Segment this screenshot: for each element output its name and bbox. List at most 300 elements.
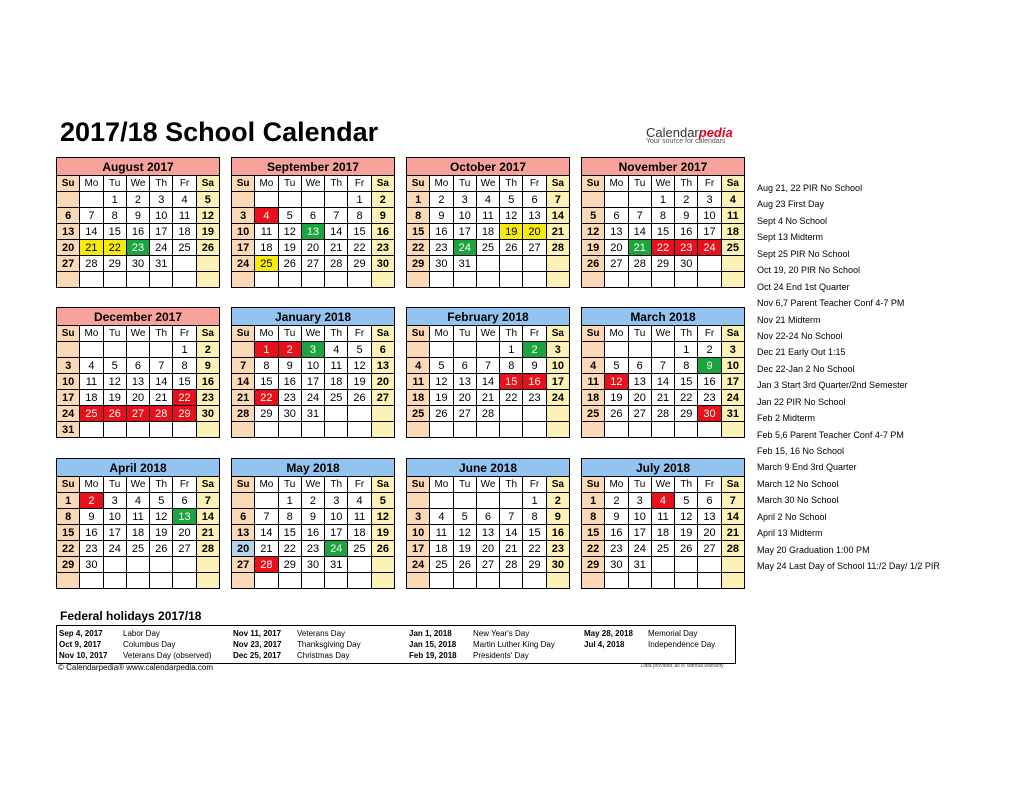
day-cell: 24 xyxy=(325,541,348,557)
day-cell: 4 xyxy=(80,358,103,374)
empty-day-cell xyxy=(278,192,301,208)
empty-day-cell xyxy=(407,272,430,288)
day-cell: 28 xyxy=(80,256,103,272)
day-cell: 19 xyxy=(430,390,453,406)
day-cell: 12 xyxy=(500,208,523,224)
day-cell: 17 xyxy=(407,541,430,557)
day-cell: 23 xyxy=(523,390,546,406)
empty-day-cell xyxy=(582,192,605,208)
day-cell: 8 xyxy=(582,509,605,525)
weekday-label: Sa xyxy=(196,477,219,493)
empty-day-cell xyxy=(103,342,126,358)
day-cell: 19 xyxy=(582,240,605,256)
empty-day-cell xyxy=(582,272,605,288)
day-cell: 8 xyxy=(675,358,698,374)
day-cell: 25 xyxy=(126,541,149,557)
day-cell: 30 xyxy=(675,256,698,272)
day-cell: 11 xyxy=(582,374,605,390)
day-cell: 7 xyxy=(476,358,499,374)
day-cell: 6 xyxy=(126,358,149,374)
event-item: Feb 5,6 Parent Teacher Conf 4-7 PM xyxy=(757,429,904,440)
day-cell: 3 xyxy=(721,342,744,358)
day-cell: 23 xyxy=(430,240,453,256)
month-title: September 2017 xyxy=(232,158,395,176)
day-cell: 17 xyxy=(150,224,173,240)
day-cell: 3 xyxy=(628,493,651,509)
empty-day-cell xyxy=(453,342,476,358)
day-cell: 29 xyxy=(651,256,674,272)
holiday-name: Thanksgiving Day xyxy=(297,640,361,649)
day-cell: 8 xyxy=(255,358,278,374)
day-cell: 8 xyxy=(651,208,674,224)
weekday-label: We xyxy=(476,326,499,342)
day-cell: 26 xyxy=(675,541,698,557)
day-cell: 2 xyxy=(371,192,394,208)
day-cell: 25 xyxy=(476,240,499,256)
event-item: March 9 End 3rd Quarter xyxy=(757,462,857,473)
day-cell: 9 xyxy=(126,208,149,224)
empty-day-cell xyxy=(196,557,219,573)
day-cell: 9 xyxy=(698,358,721,374)
weekday-label: Tu xyxy=(453,326,476,342)
day-cell: 23 xyxy=(196,390,219,406)
holiday-date: Dec 25, 2017 xyxy=(233,651,282,660)
day-cell: 20 xyxy=(232,541,255,557)
day-cell: 26 xyxy=(196,240,219,256)
weekday-label: Su xyxy=(407,176,430,192)
day-cell: 22 xyxy=(675,390,698,406)
day-cell: 1 xyxy=(173,342,196,358)
weekday-label: Th xyxy=(150,326,173,342)
day-cell: 23 xyxy=(546,541,569,557)
weekday-label: Mo xyxy=(255,477,278,493)
weekday-label: Th xyxy=(500,176,523,192)
day-cell: 26 xyxy=(348,390,371,406)
holiday-row xyxy=(582,628,752,639)
day-cell: 15 xyxy=(173,374,196,390)
empty-day-cell xyxy=(546,406,569,422)
day-cell: 15 xyxy=(348,224,371,240)
day-cell: 3 xyxy=(103,493,126,509)
empty-day-cell xyxy=(255,573,278,589)
day-cell: 6 xyxy=(57,208,80,224)
month-calendar xyxy=(231,307,395,438)
federal-holidays-table xyxy=(56,625,736,664)
day-cell: 21 xyxy=(325,240,348,256)
day-cell: 27 xyxy=(698,541,721,557)
empty-day-cell xyxy=(698,256,721,272)
holiday-row xyxy=(407,650,577,661)
day-cell: 12 xyxy=(675,509,698,525)
day-cell: 13 xyxy=(476,525,499,541)
holiday-date: May 28, 2018 xyxy=(584,629,633,638)
day-cell: 20 xyxy=(523,224,546,240)
event-item: Sept 25 PIR No School xyxy=(757,248,850,259)
day-cell: 7 xyxy=(500,509,523,525)
empty-day-cell xyxy=(523,573,546,589)
day-cell: 6 xyxy=(453,358,476,374)
day-cell: 13 xyxy=(523,208,546,224)
empty-day-cell xyxy=(196,573,219,589)
day-cell: 27 xyxy=(301,256,324,272)
event-item: Dec 22-Jan 2 No School xyxy=(757,363,855,374)
empty-day-cell xyxy=(582,422,605,438)
weekday-label: Th xyxy=(500,477,523,493)
day-cell: 14 xyxy=(196,509,219,525)
holiday-row xyxy=(582,639,752,650)
day-cell: 21 xyxy=(476,390,499,406)
day-cell: 6 xyxy=(476,509,499,525)
weekday-label: Tu xyxy=(278,176,301,192)
weekday-label: Fr xyxy=(523,326,546,342)
day-cell: 10 xyxy=(407,525,430,541)
day-cell: 17 xyxy=(628,525,651,541)
empty-day-cell xyxy=(348,272,371,288)
empty-day-cell xyxy=(173,272,196,288)
day-cell: 2 xyxy=(196,342,219,358)
weekday-label: Th xyxy=(325,176,348,192)
day-cell: 21 xyxy=(150,390,173,406)
day-cell: 6 xyxy=(301,208,324,224)
day-cell: 9 xyxy=(675,208,698,224)
weekday-label: Th xyxy=(500,326,523,342)
day-cell: 23 xyxy=(698,390,721,406)
empty-day-cell xyxy=(301,573,324,589)
weekday-label: Sa xyxy=(546,477,569,493)
day-cell: 15 xyxy=(651,224,674,240)
weekday-label: Fr xyxy=(173,176,196,192)
day-cell: 2 xyxy=(80,493,103,509)
month-title: February 2018 xyxy=(407,308,570,326)
day-cell: 19 xyxy=(605,390,628,406)
day-cell: 26 xyxy=(453,557,476,573)
empty-day-cell xyxy=(348,406,371,422)
day-cell: 19 xyxy=(348,374,371,390)
empty-day-cell xyxy=(675,422,698,438)
event-item: Nov 21 Midterm xyxy=(757,314,821,325)
month-calendar xyxy=(56,157,220,288)
empty-day-cell xyxy=(628,573,651,589)
day-cell: 28 xyxy=(546,240,569,256)
day-cell: 14 xyxy=(476,374,499,390)
day-cell: 18 xyxy=(407,390,430,406)
day-cell: 13 xyxy=(453,374,476,390)
weekday-label: Sa xyxy=(371,326,394,342)
day-cell: 15 xyxy=(675,374,698,390)
empty-day-cell xyxy=(523,272,546,288)
weekday-label: Fr xyxy=(348,176,371,192)
day-cell: 31 xyxy=(721,406,744,422)
day-cell: 3 xyxy=(232,208,255,224)
empty-day-cell xyxy=(407,342,430,358)
day-cell: 25 xyxy=(325,390,348,406)
empty-day-cell xyxy=(721,573,744,589)
empty-day-cell xyxy=(126,342,149,358)
day-cell: 19 xyxy=(278,240,301,256)
day-cell: 21 xyxy=(721,525,744,541)
event-item: Oct 19, 20 PIR No School xyxy=(757,265,861,276)
empty-day-cell xyxy=(407,573,430,589)
day-cell: 9 xyxy=(605,509,628,525)
day-cell: 20 xyxy=(476,541,499,557)
month-calendar xyxy=(231,157,395,288)
empty-day-cell xyxy=(476,573,499,589)
empty-day-cell xyxy=(278,272,301,288)
empty-day-cell xyxy=(453,573,476,589)
day-cell: 5 xyxy=(605,358,628,374)
day-cell: 16 xyxy=(698,374,721,390)
day-cell: 15 xyxy=(407,224,430,240)
day-cell: 9 xyxy=(371,208,394,224)
day-cell: 19 xyxy=(453,541,476,557)
day-cell: 25 xyxy=(348,541,371,557)
weekday-label: Mo xyxy=(255,176,278,192)
holiday-date: Jul 4, 2018 xyxy=(584,640,625,649)
event-item: Feb 2 Midterm xyxy=(757,413,816,424)
day-cell: 12 xyxy=(371,509,394,525)
empty-day-cell xyxy=(232,493,255,509)
holiday-name: New Year's Day xyxy=(473,629,530,638)
weekday-label: We xyxy=(301,477,324,493)
event-item: March 30 No School xyxy=(757,495,839,506)
empty-day-cell xyxy=(126,272,149,288)
day-cell: 11 xyxy=(80,374,103,390)
weekday-label: Fr xyxy=(523,477,546,493)
empty-day-cell xyxy=(476,272,499,288)
day-cell: 28 xyxy=(196,541,219,557)
month-calendar xyxy=(406,458,570,589)
day-cell: 8 xyxy=(278,509,301,525)
event-item: Jan 22 PIR No School xyxy=(757,396,846,407)
empty-day-cell xyxy=(126,573,149,589)
day-cell: 7 xyxy=(721,493,744,509)
day-cell: 11 xyxy=(348,509,371,525)
month-calendar xyxy=(581,157,745,288)
holiday-date: Nov 23, 2017 xyxy=(233,640,282,649)
day-cell: 16 xyxy=(126,224,149,240)
weekday-label: Tu xyxy=(453,477,476,493)
day-cell: 6 xyxy=(523,192,546,208)
day-cell: 4 xyxy=(582,358,605,374)
day-cell: 2 xyxy=(301,493,324,509)
event-item: Nov 6,7 Parent Teacher Conf 4-7 PM xyxy=(757,298,905,309)
month-title: July 2018 xyxy=(582,459,745,477)
weekday-label: Th xyxy=(675,176,698,192)
holiday-name: Presidents' Day xyxy=(473,651,529,660)
weekday-label: We xyxy=(476,477,499,493)
day-cell: 2 xyxy=(698,342,721,358)
day-cell: 23 xyxy=(605,541,628,557)
day-cell: 1 xyxy=(57,493,80,509)
empty-day-cell xyxy=(232,573,255,589)
day-cell: 31 xyxy=(57,422,80,438)
month-title: March 2018 xyxy=(582,308,745,326)
weekday-label: Th xyxy=(150,176,173,192)
holiday-date: Nov 10, 2017 xyxy=(59,651,108,660)
holiday-date: Jan 1, 2018 xyxy=(409,629,452,638)
weekday-label: Th xyxy=(325,477,348,493)
day-cell: 11 xyxy=(430,525,453,541)
day-cell: 18 xyxy=(430,541,453,557)
empty-day-cell xyxy=(173,256,196,272)
day-cell: 6 xyxy=(628,358,651,374)
day-cell: 24 xyxy=(57,406,80,422)
day-cell: 16 xyxy=(523,374,546,390)
day-cell: 14 xyxy=(500,525,523,541)
day-cell: 21 xyxy=(546,224,569,240)
day-cell: 10 xyxy=(698,208,721,224)
day-cell: 16 xyxy=(546,525,569,541)
day-cell: 13 xyxy=(628,374,651,390)
weekday-label: We xyxy=(301,326,324,342)
day-cell: 29 xyxy=(523,557,546,573)
weekday-label: Th xyxy=(675,326,698,342)
day-cell: 24 xyxy=(721,390,744,406)
day-cell: 21 xyxy=(651,390,674,406)
day-cell: 18 xyxy=(476,224,499,240)
day-cell: 25 xyxy=(407,406,430,422)
day-cell: 16 xyxy=(605,525,628,541)
day-cell: 30 xyxy=(126,256,149,272)
weekday-label: Mo xyxy=(605,326,628,342)
day-cell: 11 xyxy=(325,358,348,374)
weekday-label: Tu xyxy=(103,326,126,342)
weekday-label: Th xyxy=(325,326,348,342)
day-cell: 13 xyxy=(57,224,80,240)
empty-day-cell xyxy=(150,422,173,438)
empty-day-cell xyxy=(500,422,523,438)
empty-day-cell xyxy=(57,573,80,589)
month-calendar xyxy=(56,307,220,438)
day-cell: 20 xyxy=(698,525,721,541)
empty-day-cell xyxy=(150,573,173,589)
empty-day-cell xyxy=(698,422,721,438)
empty-day-cell xyxy=(430,493,453,509)
holiday-date: Jan 15, 2018 xyxy=(409,640,457,649)
day-cell: 7 xyxy=(546,192,569,208)
empty-day-cell xyxy=(57,192,80,208)
day-cell: 12 xyxy=(605,374,628,390)
day-cell: 2 xyxy=(546,493,569,509)
day-cell: 15 xyxy=(500,374,523,390)
day-cell: 22 xyxy=(255,390,278,406)
day-cell: 13 xyxy=(126,374,149,390)
empty-day-cell xyxy=(57,342,80,358)
day-cell: 3 xyxy=(325,493,348,509)
day-cell: 17 xyxy=(325,525,348,541)
day-cell: 11 xyxy=(173,208,196,224)
day-cell: 18 xyxy=(325,374,348,390)
weekday-label: Fr xyxy=(698,326,721,342)
weekday-label: Fr xyxy=(523,176,546,192)
day-cell: 4 xyxy=(255,208,278,224)
empty-day-cell xyxy=(126,422,149,438)
empty-day-cell xyxy=(348,557,371,573)
month-title: October 2017 xyxy=(407,158,570,176)
weekday-label: Th xyxy=(150,477,173,493)
weekday-label: Th xyxy=(675,477,698,493)
empty-day-cell xyxy=(407,493,430,509)
day-cell: 15 xyxy=(57,525,80,541)
weekday-label: Su xyxy=(582,326,605,342)
day-cell: 12 xyxy=(453,525,476,541)
day-cell: 29 xyxy=(103,256,126,272)
holiday-name: Veterans Day xyxy=(297,629,346,638)
empty-day-cell xyxy=(103,422,126,438)
day-cell: 20 xyxy=(628,390,651,406)
day-cell: 5 xyxy=(500,192,523,208)
day-cell: 20 xyxy=(57,240,80,256)
day-cell: 16 xyxy=(675,224,698,240)
weekday-label: Sa xyxy=(721,477,744,493)
weekday-label: Su xyxy=(407,477,430,493)
day-cell: 14 xyxy=(150,374,173,390)
empty-day-cell xyxy=(325,573,348,589)
weekday-label: Sa xyxy=(546,326,569,342)
day-cell: 12 xyxy=(103,374,126,390)
day-cell: 24 xyxy=(628,541,651,557)
day-cell: 29 xyxy=(173,406,196,422)
holiday-name: Christmas Day xyxy=(297,651,350,660)
empty-day-cell xyxy=(103,272,126,288)
weekday-label: Mo xyxy=(80,176,103,192)
day-cell: 4 xyxy=(721,192,744,208)
day-cell: 27 xyxy=(232,557,255,573)
empty-day-cell xyxy=(325,406,348,422)
day-cell: 11 xyxy=(651,509,674,525)
day-cell: 1 xyxy=(407,192,430,208)
logo-brand: Calendar xyxy=(646,125,699,140)
weekday-label: Mo xyxy=(430,176,453,192)
weekday-label: Tu xyxy=(453,176,476,192)
day-cell: 23 xyxy=(371,240,394,256)
weekday-label: Fr xyxy=(173,477,196,493)
calendarpedia-logo xyxy=(646,125,746,145)
empty-day-cell xyxy=(582,342,605,358)
empty-day-cell xyxy=(196,422,219,438)
day-cell: 17 xyxy=(721,374,744,390)
day-cell: 26 xyxy=(371,541,394,557)
day-cell: 4 xyxy=(325,342,348,358)
empty-day-cell xyxy=(173,422,196,438)
event-item: May 20 Graduation 1:00 PM xyxy=(757,544,870,555)
day-cell: 14 xyxy=(255,525,278,541)
day-cell: 25 xyxy=(80,406,103,422)
holiday-date: Oct 9, 2017 xyxy=(59,640,102,649)
day-cell: 18 xyxy=(651,525,674,541)
day-cell: 10 xyxy=(453,208,476,224)
day-cell: 30 xyxy=(371,256,394,272)
empty-day-cell xyxy=(605,573,628,589)
day-cell: 1 xyxy=(278,493,301,509)
day-cell: 26 xyxy=(582,256,605,272)
weekday-label: We xyxy=(651,176,674,192)
day-cell: 10 xyxy=(325,509,348,525)
day-cell: 30 xyxy=(430,256,453,272)
event-item: May 24 Last Day of School 11:/2 Day/ 1/2 PIR xyxy=(757,561,940,572)
empty-day-cell xyxy=(430,342,453,358)
day-cell: 27 xyxy=(605,256,628,272)
day-cell: 9 xyxy=(196,358,219,374)
day-cell: 1 xyxy=(255,342,278,358)
empty-day-cell xyxy=(721,272,744,288)
empty-day-cell xyxy=(325,422,348,438)
day-cell: 21 xyxy=(500,541,523,557)
day-cell: 23 xyxy=(278,390,301,406)
empty-day-cell xyxy=(371,422,394,438)
day-cell: 5 xyxy=(103,358,126,374)
holiday-name: Columbus Day xyxy=(123,640,176,649)
